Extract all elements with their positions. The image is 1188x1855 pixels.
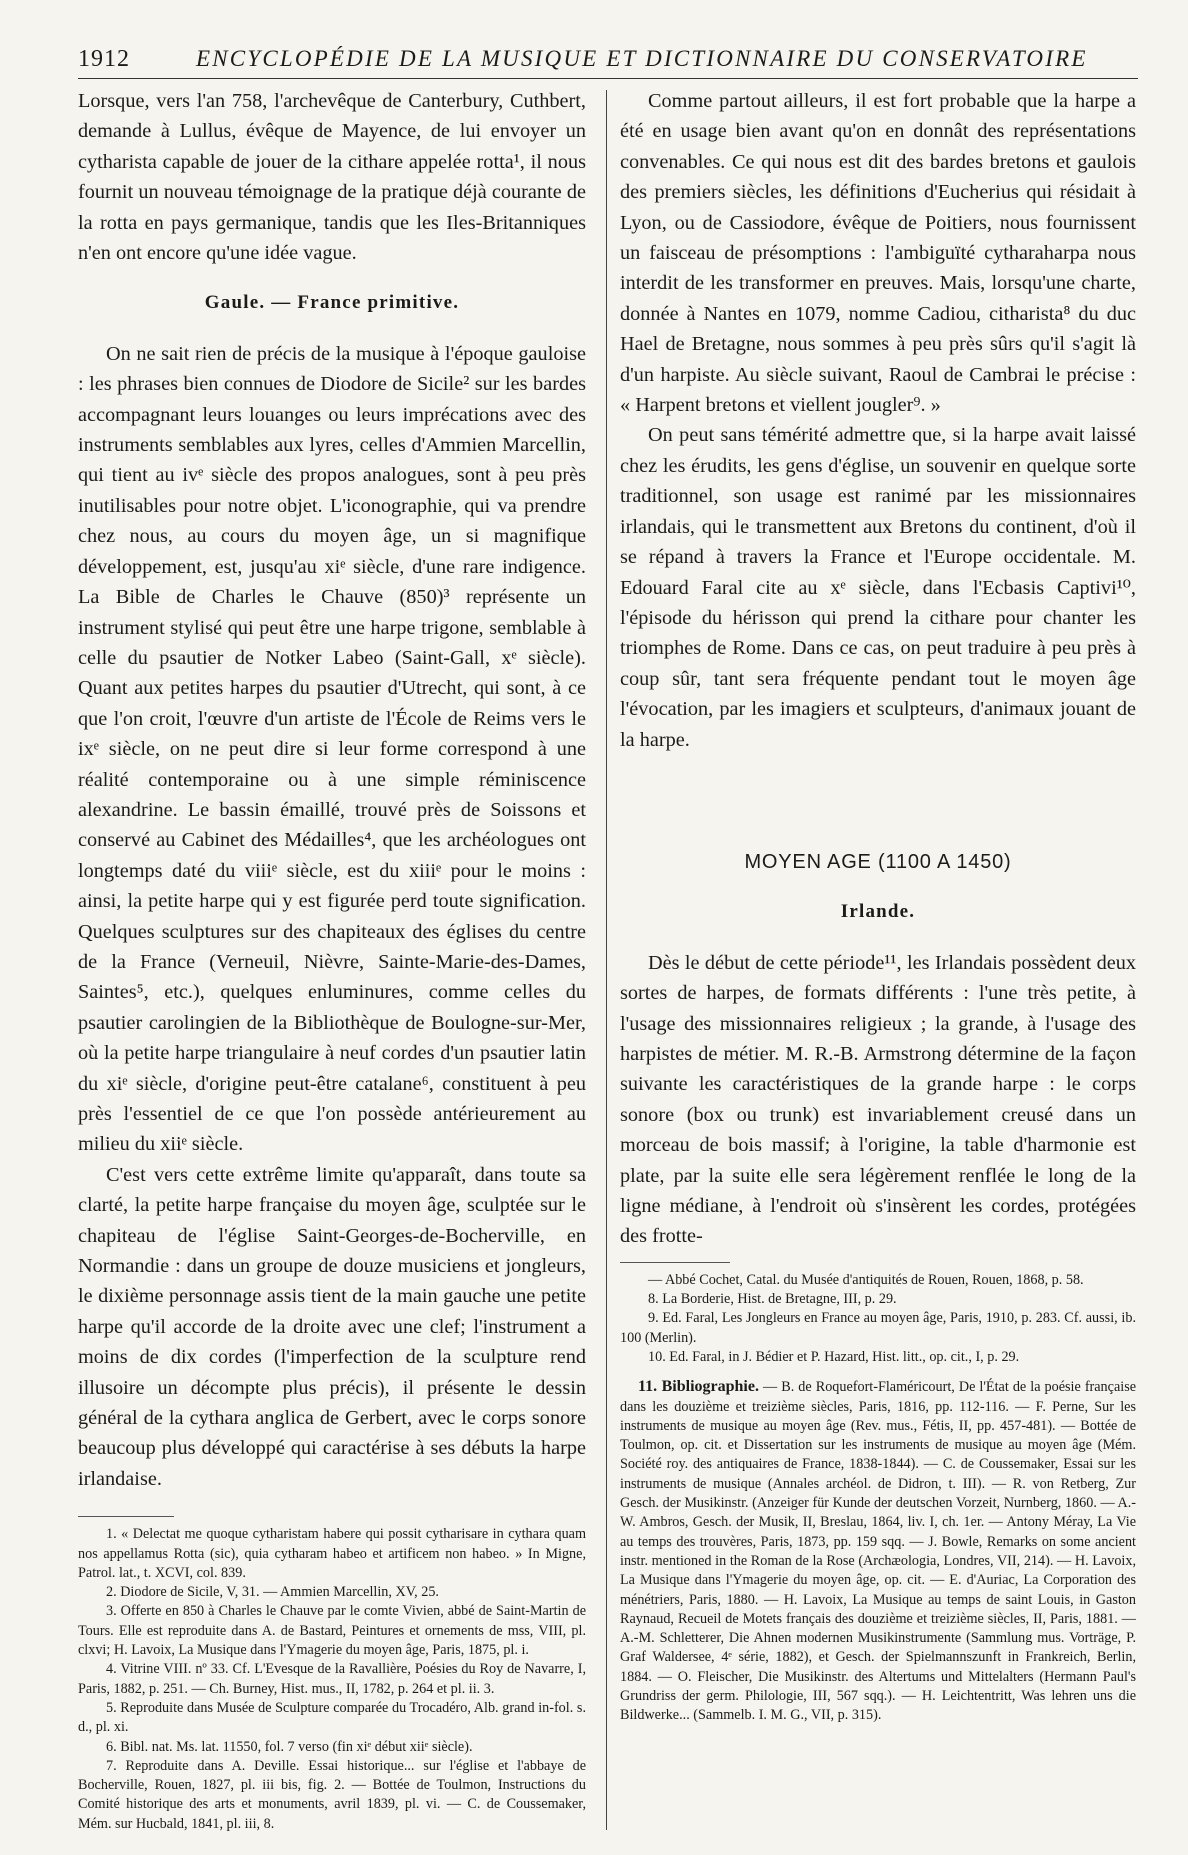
footnote-2: 2. Diodore de Sicile, V, 31. — Ammien Marcellin, XV, 25. <box>106 1584 439 1601</box>
right-paragraph-1: Comme partout ailleurs, il est fort probable que la harpe a été en usage bien avant qu'on en donnât des représentations convenables. Ce qui nous est dit des bardes bretons et gaulois des premiers siècles, les définitions d'Eucherius qui résidait à Lyon, ou de Cassiodore, évêque de Poitiers, nous fournissent un faisceau de présomptions : l'ambiguïté cytharaharpa nous interdit de les transformer en preuves. Mais, lorsqu'une charte, donnée à Nantes en 1079, nomme Cadiou, citharista⁸ du duc Hael de Bretagne, nous sommes à peu près sûrs qu'il s'agit là d'un harpiste. Au siècle suivant, Raoul de Cambrai le précise : « Harpent bretons et viellent jougler⁹. » <box>620 90 1136 417</box>
subhead-irlande: Irlande. <box>840 901 916 923</box>
left-column <box>78 86 586 1834</box>
left-footnotes <box>78 1525 586 1834</box>
bibliography-text: — B. de Roquefort-Flaméricourt, De l'État de la poésie française dans les douzième et treizième siècles, Paris, 1816, pp. 112-116. — F. Perne, Sur les instruments de musique au moyen âge (Rev. mus., Fétis, II, pp. 457-481). — Bottée de Toulmon, op. cit. et Dissertation sur les instruments de musique au moyen âge (Mém. Société roy. des antiquaires de France, 1838-1844). — C. de Coussemaker, Essai sur les instruments de musique (Annales archéol. de Didron, t. III). — R. von Retberg, Zur Gesch. der Musikinstr. (Anzeiger für Kunde der deutschen Vorzeit, Nurnberg, 1860. — A.-W. Ambros, Gesch. der Musik, II, Breslau, 1864, liv. I, ch. 1er. — Antony Méray, La Vie au temps des trouvères, Paris, 1873, pp. 159 sqq. — J. Bowle, Remarks on some ancient instr. mentioned in the Roman de la Rose (Archæologia, Londres, VII, 214). — H. Lavoix, La Musique dans l'Ymagerie du moyen âge, op. cit. — E. d'Auriac, La Corporation des ménétriers, Paris, 1880. — H. Lavoix, La Musique au temps de saint Louis, in Gaston Raynaud, Recueil de Motets français des douzième et treizième siècles, II, Paris, 1881. — A.-M. Schletterer, Die Ahnen modernen Musikinstrumente (Sammlung mus. Vorträge, P. Graf Waldersee, 4ᵉ série, 1882), et Gesch. der Spielmannszunft in Frankreich, Berlin, 1884. — O. Fleischer, Die Musikinstr. des Altertums und Mittelalters (Hermann Paul's Grundriss der germ. Philologie, III, 567 sqq.). — H. Leichtentritt, Was lehren uns die Bildwerke... (Sammelb. I. M. G., VII, p. 315). <box>620 1379 1137 1724</box>
footnote-rule-left <box>78 1516 174 1517</box>
right-footnotes <box>620 1271 1136 1367</box>
left-paragraph-2: On ne sait rien de précis de la musique à l'époque gauloise : les phrases bien connues de Diodore de Sicile² sur les bardes accompagnant leurs louanges ou leurs imprécations avec des instruments semblables aux lyres, celles d'Ammien Marcellin, qui tient au ivᵉ siècle des propos analogues, sont à peu près inutilisables pour notre objet. L'iconographie, qui va prendre chez nous, au cours du moyen âge, un si magnifique développement, est, jusqu'au xiᵉ siècle, d'une rare indigence. La Bible de Charles le Chauve (850)³ représente un instrument stylisé qui peut être une harpe trigone, semblable à celle du psautier de Notker Labeo (Saint-Gall, xᵉ siècle). Quant aux petites harpes du psautier d'Utrecht, qui sont, à ce que l'on croit, l'œuvre d'un artiste de l'École de Reims vers le ixᵉ siècle, on ne peut dire si leur forme correspond à une réalité contemporaine ou à une simple réminiscence alexandrine. Le bassin émaillé, trouvé près de Soissons et conservé au Cabinet des Médailles⁴, que les archéologues ont longtemps daté du viiiᵉ siècle, est du xiiiᵉ pour le moins : ainsi, la petite harpe qui y est figurée perd toute signification. Quelques sculptures sur des chapiteaux des églises du centre de la France (Verneuil, Nièvre, Sainte-Marie-des-Dames, Saintes⁵, etc.), quelques enluminures, comme celles du psautier carolingien de la Bibliothèque de Boulogne-sur-Mer, où la petite harpe triangulaire à neuf cordes d'un psautier latin du xiᵉ siècle, d'origine peut-être catalane⁶, constituent à peu près l'essentiel de ce que l'on possède antérieurement au milieu du xiiᵉ siècle. <box>78 342 586 1156</box>
footnote-10: 10. Ed. Faral, in J. Bédier et P. Hazard, Hist. litt., op. cit., I, p. 29. <box>648 1349 1020 1365</box>
footnote-6: 6. Bibl. nat. Ms. lat. 11550, fol. 7 verso (fin xiᵉ début xiiᵉ siècle). <box>106 1738 473 1755</box>
bibliography-heading: 11. Bibliographie. <box>638 1378 759 1396</box>
footnote-rule-right <box>620 1262 730 1263</box>
running-title: ENCYCLOPÉDIE DE LA MUSIQUE ET DICTIONNAIRE DU CONSERVATOIRE <box>196 46 1088 71</box>
footnote-8: 8. La Borderie, Hist. de Bretagne, III, p. 29. <box>648 1291 897 1308</box>
subhead-gaule: Gaule. — France primitive. <box>204 292 460 314</box>
right-column <box>620 86 1136 1726</box>
footnote-7: 7. Reproduite dans A. Deville. Essai historique... sur l'église et l'abbaye de Bocherville, Rouen, 1827, pl. iii bis, fig. 2. — Bottée de Toulmon, Instructions du Comité historique des arts et monuments, avril 1839, pl. vi. — C. de Coussemaker, Mém. sur Hucbald, 1841, pl. iii, 8. <box>78 1757 586 1832</box>
left-paragraph-1: Lorsque, vers l'an 758, l'archevêque de Canterbury, Cuthbert, demande à Lullus, évêque de Mayence, de lui envoyer un cytharista capable de jouer de la cithare appelée rotta¹, il nous fournit un nouveau témoignage de la pratique déjà courante de la rotta en pays germanique, tandis que les Iles-Britanniques n'en ont encore qu'une idée vague. <box>78 90 586 265</box>
page-header <box>78 44 1138 76</box>
footnote-1: 1. « Delectat me quoque cytharistam habere qui possit cytharisare in cythara quam nos appellamus Rotta (sic), quia cytharam habeo et artificem non habeo. » In Migne, Patrol. lat., t. XCVI, col. 839. <box>78 1526 586 1581</box>
footnote-7-continued: — Abbé Cochet, Catal. du Musée d'antiquités de Rouen, Rouen, 1868, p. 58. <box>648 1271 1084 1288</box>
footnote-9: 9. Ed. Faral, Les Jongleurs en France au moyen âge, Paris, 1910, p. 283. Cf. aussi, ib. 100 (Merlin). <box>620 1310 1136 1346</box>
footnote-3: 3. Offerte en 850 à Charles le Chauve par le comte Vivien, abbé de Saint-Martin de Tours. Elle est reproduite dans A. de Bastard, Peintures et ornements de mss, VIII, pl. clxvi; H. Lavoix, La Musique dans l'Ymagerie du moyen âge, Paris, 1875, pl. i. <box>78 1603 586 1659</box>
right-paragraph-2: On peut sans témérité admettre que, si la harpe avait laissé chez les érudits, les gens d'église, un souvenir en quelque sorte traditionnel, son usage est ranimé par les missionnaires irlandais, qui le transmettent aux Bretons du continent, d'où il se répand à travers la France et l'Europe occidentale. M. Edouard Faral cite au xᵉ siècle, dans l'Ecbasis Captivi¹⁰, l'épisode du hérisson qui prend la cithare pour chanter les triomphes de Rome. Dans ce cas, on peut traduire à peu près à coup sûr, tant sera fréquente pendant tout le moyen âge l'évocation, par les imagiers et sculpteurs, d'animaux jouant de la harpe. <box>620 424 1136 751</box>
bibliography-footnote <box>620 1377 1136 1725</box>
footnote-4: 4. Vitrine VIII. nº 33. Cf. L'Evesque de la Ravallière, Poésies du Roy de Navarre, I, Paris, 1882, p. 251. — Ch. Burney, Hist. mus., II, 1782, p. 264 et pl. ii. 3. <box>78 1661 586 1697</box>
column-divider <box>606 90 607 1830</box>
page-number: 1912 <box>78 46 130 72</box>
section-title-moyen-age: MOYEN AGE (1100 A 1450) <box>744 850 1012 873</box>
right-paragraph-3: Dès le début de cette période¹¹, les Irlandais possèdent deux sortes de harpes, de formats différents : l'une très petite, à l'usage des missionnaires religieux ; la grande, à l'usage des harpistes de métier. M. R.-B. Armstrong détermine de la façon suivante les caractéristiques de la grande harpe : le corps sonore (box ou trunk) est invariablement creusé dans un morceau de bois massif; à l'origine, la table d'harmonie est plate, par la suite elle sera légèrement renflée le long de la ligne médiane, à l'endroit où s'insèrent les cordes, protégées des frotte- <box>620 951 1136 1248</box>
footnote-5: 5. Reproduite dans Musée de Sculpture comparée du Trocadéro, Alb. grand in-fol. s. d., pl. xi. <box>78 1699 586 1736</box>
left-paragraph-3: C'est vers cette extrême limite qu'apparaît, dans toute sa clarté, la petite harpe française du moyen âge, sculptée sur le chapiteau de l'église Saint-Georges-de-Bocherville, en Normandie : dans un groupe de douze musiciens et jongleurs, le dixième personnage assis tient de la main gauche une petite harpe qu'il accorde de la droite avec une clef; l'instrument a moins de dix cordes (l'imperfection de la sculpture rend illusoire un décompte plus précis), il présente le dessin général de la cythara anglica de Gerbert, avec le corps sonore beaucoup plus développé qui caractérise à ses débuts la harpe irlandaise. <box>78 1163 586 1490</box>
header-rule <box>78 78 1138 79</box>
